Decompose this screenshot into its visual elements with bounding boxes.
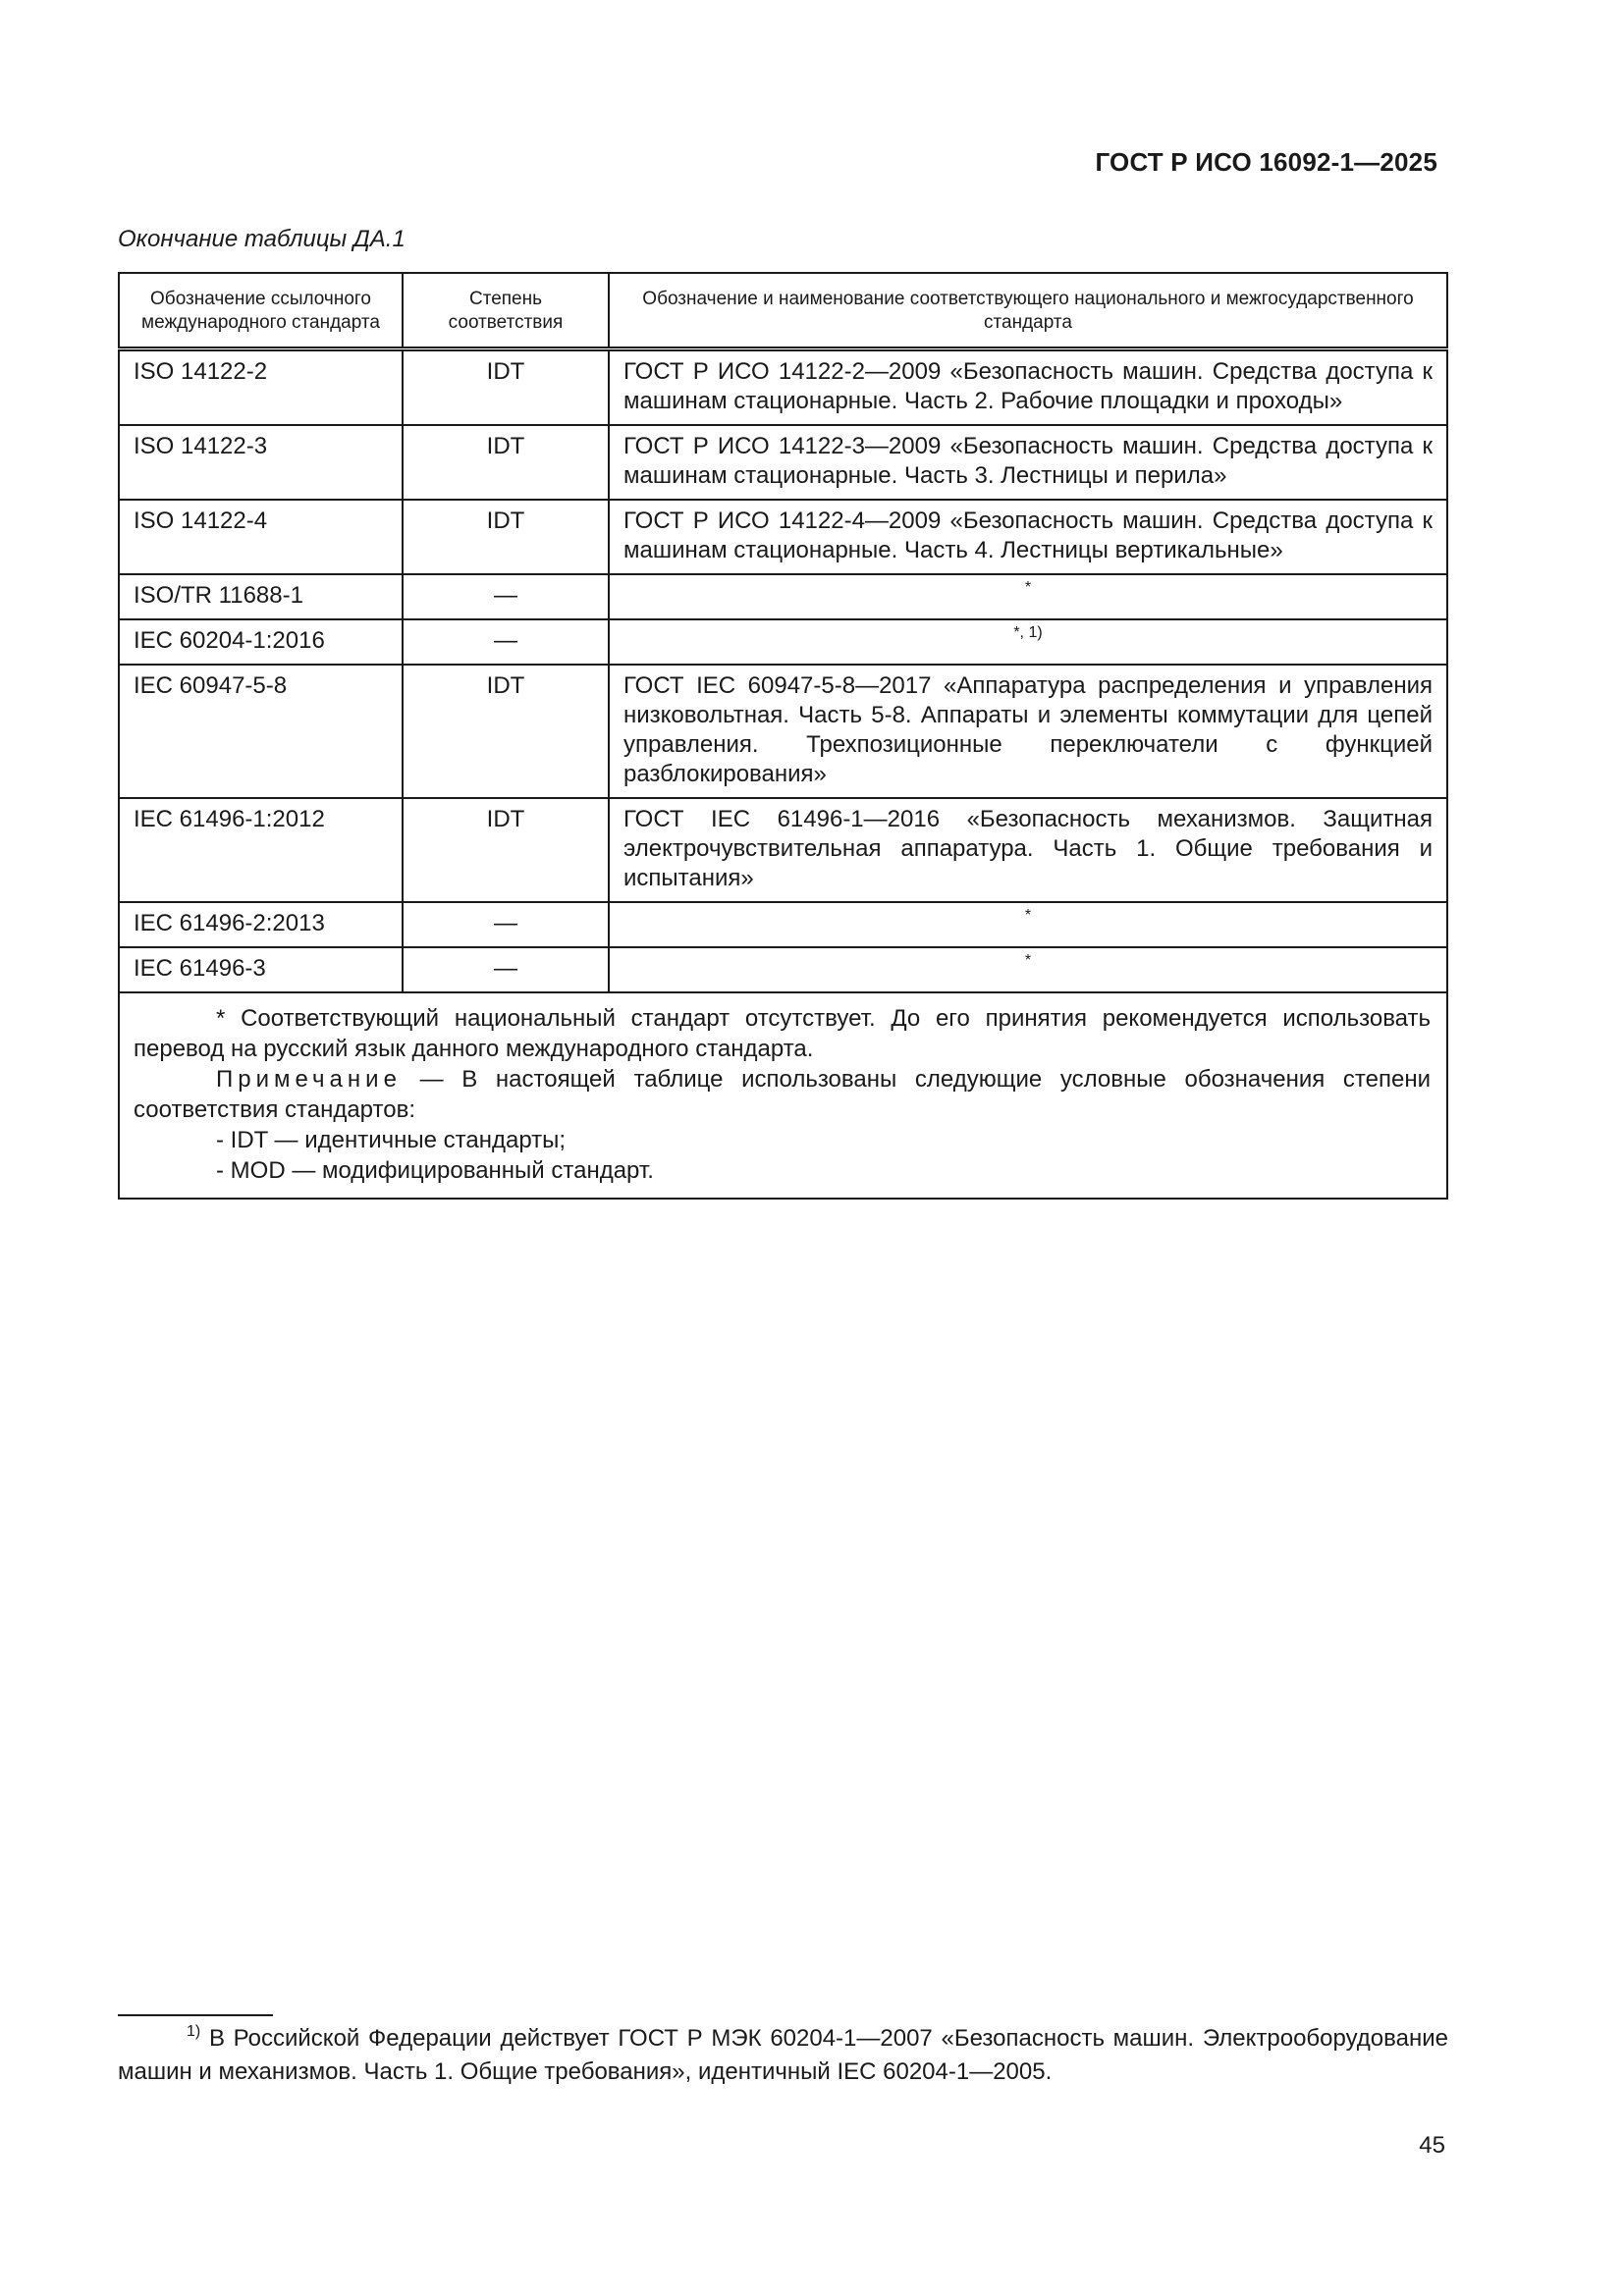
cell-reference: IEC 61496-1:2012 — [119, 798, 403, 902]
note-label: Примечание — [216, 1066, 402, 1093]
cell-degree: — — [403, 902, 609, 947]
table-row — [119, 574, 1447, 619]
footnote-separator — [118, 2014, 273, 2016]
column-header-national-standard: Обозначение и наименование соответствующего национального и межгосударственного стандарта — [609, 273, 1447, 349]
table-header-row — [119, 273, 1447, 349]
cell-degree: — — [403, 947, 609, 992]
table-row — [119, 349, 1447, 426]
cell-national-standard: ГОСТ Р ИСО 14122-2—2009 «Безопасность машин. Средства доступа к машинам стационарные. Часть 2. Рабочие площадки и проходы» — [609, 349, 1447, 426]
table-notes — [119, 992, 1447, 1199]
table-caption: Окончание таблицы ДА.1 — [118, 226, 406, 252]
cell-national-standard: ГОСТ Р ИСО 14122-4—2009 «Безопасность машин. Средства доступа к машинам стационарные. Часть 4. Лестницы вертикальные» — [609, 500, 1447, 574]
cell-reference: IEC 60204-1:2016 — [119, 619, 403, 665]
cell-reference: ISO 14122-3 — [119, 425, 403, 500]
footnote-text: В Российской Федерации действует ГОСТ Р МЭК 60204-1—2007 «Безопасность машин. Электрооборудование машин и механизмов. Часть 1. Общие требования», идентичный IEC 60204-1—2005. — [118, 2025, 1448, 2085]
cell-degree: IDT — [403, 425, 609, 500]
table-row — [119, 902, 1447, 947]
cell-reference: ISO 14122-2 — [119, 349, 403, 426]
list-item: - MOD — модифицированный стандарт. — [216, 1157, 654, 1184]
cell-national-standard: ГОСТ IEC 60947-5-8—2017 «Аппаратура распределения и управления низковольтная. Часть 5-8. Аппараты и элементы коммутации для цепей управления. Трехпозиционные переключатели с функцией разблокирования» — [609, 665, 1447, 798]
cell-degree: IDT — [403, 798, 609, 902]
cell-national-standard-absent: * — [609, 574, 1447, 619]
cell-reference: IEC 61496-3 — [119, 947, 403, 992]
cell-degree: — — [403, 619, 609, 665]
cell-reference: IEC 60947-5-8 — [119, 665, 403, 798]
column-header-degree: Степень соответствия — [403, 273, 609, 349]
page-number: 45 — [1419, 2132, 1445, 2159]
degree-note — [134, 1064, 1431, 1125]
table-row — [119, 665, 1447, 798]
cell-reference: IEC 61496-2:2013 — [119, 902, 403, 947]
cell-degree: — — [403, 574, 609, 619]
table-row — [119, 425, 1447, 500]
cell-degree: IDT — [403, 500, 609, 574]
note-text: — В настоящей таблице использованы следующие условные обозначения степени соответствия стандартов: — [134, 1066, 1431, 1123]
cell-national-standard: ГОСТ IEC 61496-1—2016 «Безопасность механизмов. Защитная электрочувствительная аппаратура. Часть 1. Общие требования и испытания» — [609, 798, 1447, 902]
column-header-reference: Обозначение ссылочного международного стандарта — [119, 273, 403, 349]
cell-reference: ISO 14122-4 — [119, 500, 403, 574]
cell-degree: IDT — [403, 349, 609, 426]
reference-standards-table — [118, 272, 1448, 1200]
table-row — [119, 798, 1447, 902]
footnote — [118, 2022, 1448, 2089]
list-item: - IDT — идентичные стандарты; — [216, 1127, 567, 1153]
cell-national-standard-absent: * — [609, 947, 1447, 992]
document-code: ГОСТ Р ИСО 16092-1—2025 — [1095, 147, 1437, 177]
cell-national-standard-absent: * — [609, 902, 1447, 947]
cell-reference: ISO/TR 11688-1 — [119, 574, 403, 619]
cell-national-standard-absent: *, 1) — [609, 619, 1447, 665]
table-row — [119, 500, 1447, 574]
table-notes-row — [119, 992, 1447, 1199]
absence-note: * Соответствующий национальный стандарт отсутствует. До его принятия рекомендуется использовать перевод на русский язык данного международного стандарта. — [134, 1005, 1431, 1062]
table-row — [119, 947, 1447, 992]
cell-national-standard: ГОСТ Р ИСО 14122-3—2009 «Безопасность машин. Средства доступа к машинам стационарные. Часть 3. Лестницы и перила» — [609, 425, 1447, 500]
cell-degree: IDT — [403, 665, 609, 798]
table-row — [119, 619, 1447, 665]
footnote-marker: 1) — [187, 2023, 201, 2040]
